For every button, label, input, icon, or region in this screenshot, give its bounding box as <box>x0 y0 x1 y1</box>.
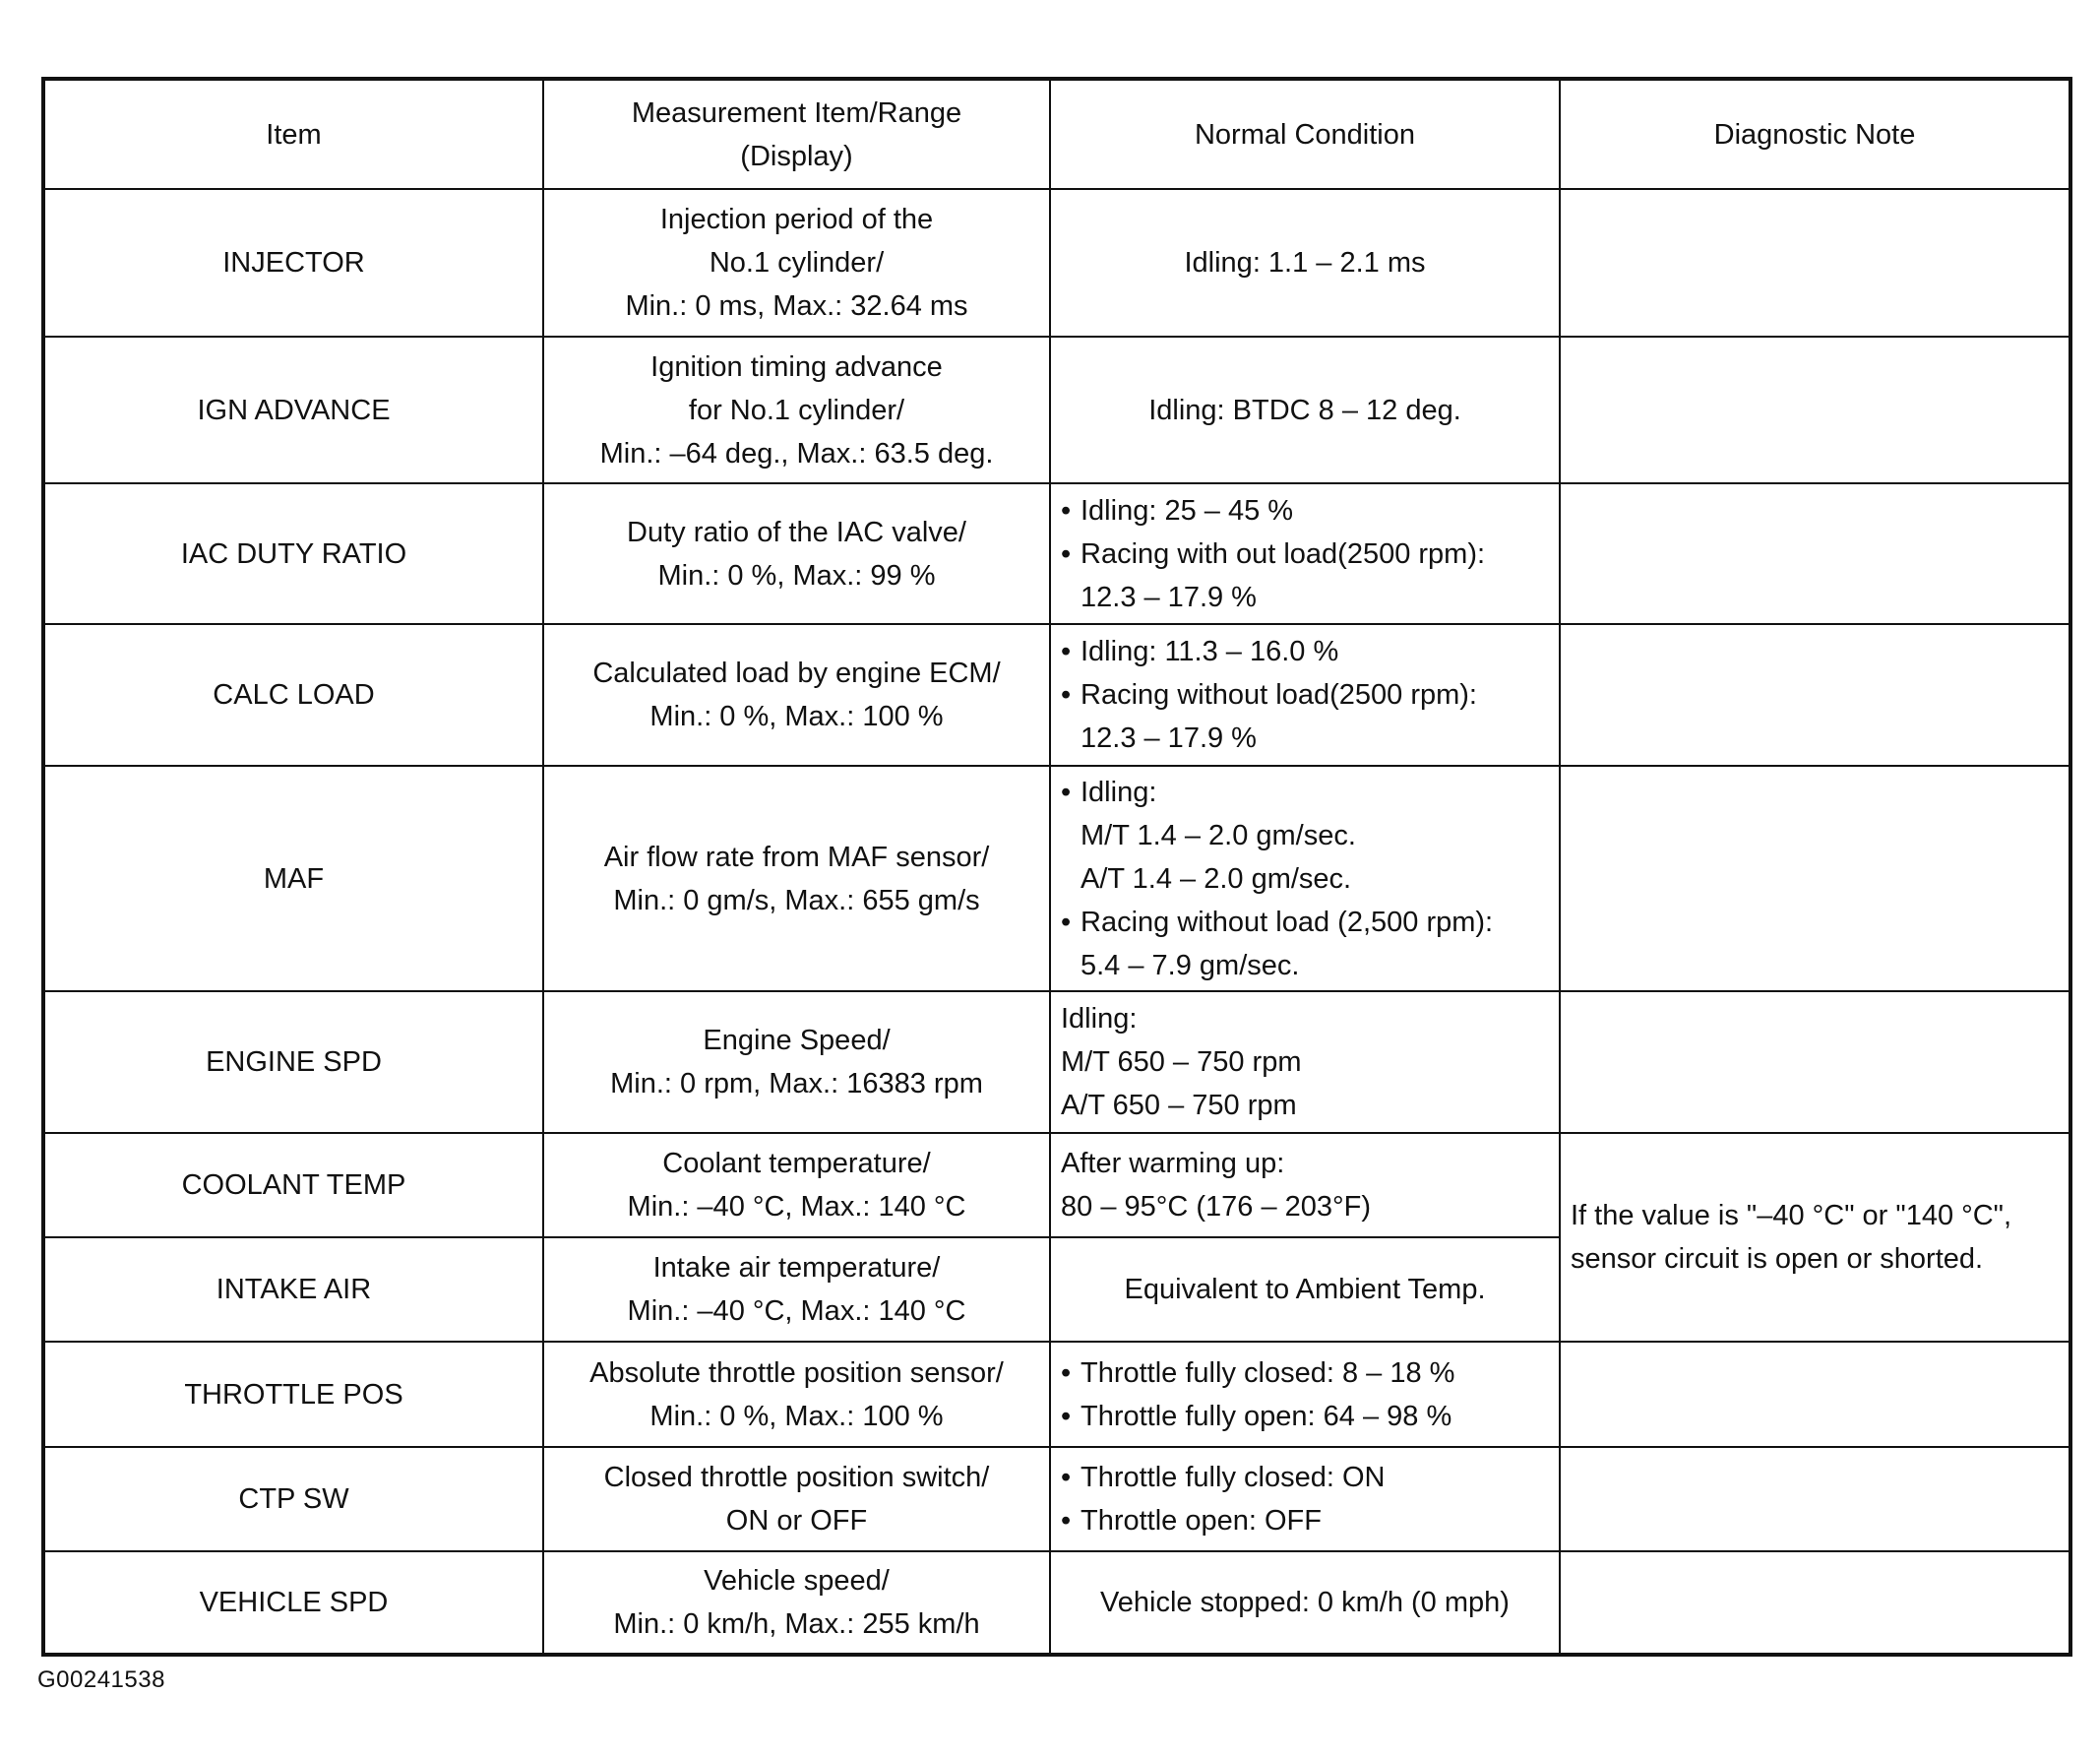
table-row <box>43 1551 2070 1655</box>
measurement-line: Absolute throttle position sensor/ <box>589 1356 1004 1389</box>
bullet-icon: • <box>1061 636 1072 667</box>
normal-condition-cell <box>1050 991 1560 1133</box>
normal-bullet-line <box>1061 901 1549 944</box>
header-measurement-line: (Display) <box>740 140 853 172</box>
measurement-cell <box>543 189 1050 337</box>
bullet-icon: • <box>1061 679 1072 711</box>
measurement-line: Intake air temperature/ <box>652 1252 941 1284</box>
measurement-line: ON or OFF <box>725 1505 868 1537</box>
item-cell: ENGINE SPD <box>43 991 543 1133</box>
normal-line: 12.3 – 17.9 % <box>1081 722 1257 754</box>
normal-condition-cell <box>1050 1447 1560 1551</box>
item-cell: INJECTOR <box>43 189 543 337</box>
diagnostic-note-line: sensor circuit is open or shorted. <box>1571 1243 1984 1275</box>
measurement-line: Min.: 0 gm/s, Max.: 655 gm/s <box>613 884 980 916</box>
measurement-line: Coolant temperature/ <box>662 1148 931 1179</box>
measurement-line: Min.: –40 °C, Max.: 140 °C <box>627 1191 966 1223</box>
item-cell: INTAKE AIR <box>43 1237 543 1342</box>
diagnostic-note-line: If the value is "–40 °C" or "140 °C", <box>1571 1200 2012 1231</box>
normal-condition-cell <box>1050 766 1560 991</box>
normal-line: Idling: 1.1 – 2.1 ms <box>1184 247 1426 279</box>
measurement-cell <box>543 1447 1050 1551</box>
diagnostic-note-cell <box>1560 337 2070 483</box>
bullet-icon: • <box>1061 1400 1072 1432</box>
table-row <box>43 766 2070 991</box>
normal-line: Vehicle stopped: 0 km/h (0 mph) <box>1100 1587 1510 1618</box>
normal-line: Racing without load (2,500 rpm): <box>1081 906 1494 938</box>
normal-line: 12.3 – 17.9 % <box>1081 581 1257 613</box>
measurement-line: Min.: 0 km/h, Max.: 255 km/h <box>613 1608 980 1640</box>
measurement-cell <box>543 1342 1050 1447</box>
bullet-icon: • <box>1061 1356 1072 1389</box>
measurement-line: Min.: –64 deg., Max.: 63.5 deg. <box>599 437 994 470</box>
table-row <box>43 624 2070 766</box>
item-cell: IGN ADVANCE <box>43 337 543 483</box>
diagnostic-data-table <box>41 77 2072 1657</box>
diagnostic-note-cell <box>1560 189 2070 337</box>
measurement-cell <box>543 483 1050 624</box>
normal-bullet-line <box>1061 1456 1549 1499</box>
normal-line: Throttle fully open: 64 – 98 % <box>1081 1400 1452 1432</box>
normal-line: Idling: 11.3 – 16.0 % <box>1081 636 1339 667</box>
diagnostic-note-cell <box>1560 766 2070 991</box>
measurement-line: Engine Speed/ <box>703 1025 891 1056</box>
normal-line: Idling: 25 – 45 % <box>1081 494 1294 527</box>
measurement-line: Calculated load by engine ECM/ <box>592 658 1001 689</box>
normal-line: 5.4 – 7.9 gm/sec. <box>1081 949 1300 981</box>
item-cell: MAF <box>43 766 543 991</box>
normal-bullet-line <box>1061 489 1549 533</box>
item-cell: CTP SW <box>43 1447 543 1551</box>
normal-line: Throttle open: OFF <box>1081 1505 1322 1537</box>
measurement-line: Vehicle speed/ <box>704 1565 890 1597</box>
header-row <box>43 79 2070 189</box>
normal-line: 80 – 95°C (176 – 203°F) <box>1061 1191 1371 1223</box>
normal-line: Idling: BTDC 8 – 12 deg. <box>1148 394 1461 426</box>
table-row <box>43 1342 2070 1447</box>
table-row <box>43 189 2070 337</box>
normal-bullet-line <box>1061 1351 1549 1395</box>
measurement-cell <box>543 766 1050 991</box>
measurement-line: No.1 cylinder/ <box>709 247 885 279</box>
diagnostic-note-cell <box>1560 1342 2070 1447</box>
measurement-line: Injection period of the <box>659 204 934 235</box>
item-cell: IAC DUTY RATIO <box>43 483 543 624</box>
item-cell: COOLANT TEMP <box>43 1133 543 1237</box>
normal-condition-cell <box>1050 337 1560 483</box>
normal-line: After warming up: <box>1061 1148 1285 1179</box>
bullet-icon: • <box>1061 537 1072 570</box>
normal-line: Racing with out load(2500 rpm): <box>1081 537 1486 570</box>
item-cell: THROTTLE POS <box>43 1342 543 1447</box>
normal-condition-cell <box>1050 483 1560 624</box>
measurement-line: Min.: 0 rpm, Max.: 16383 rpm <box>610 1068 983 1099</box>
measurement-cell <box>543 991 1050 1133</box>
normal-line: A/T 1.4 – 2.0 gm/sec. <box>1081 862 1352 895</box>
normal-bullet-line <box>1061 771 1549 814</box>
measurement-line: Min.: 0 ms, Max.: 32.64 ms <box>625 290 968 322</box>
measurement-cell <box>543 337 1050 483</box>
normal-bullet-line <box>1061 630 1549 673</box>
bullet-icon: • <box>1061 776 1072 808</box>
normal-line: M/T 1.4 – 2.0 gm/sec. <box>1081 819 1356 851</box>
figure-code: G00241538 <box>37 1666 165 1693</box>
table-row <box>43 337 2070 483</box>
normal-line: Equivalent to Ambient Temp. <box>1124 1274 1486 1305</box>
table-row <box>43 1133 2070 1237</box>
normal-line: Racing without load(2500 rpm): <box>1081 679 1477 711</box>
measurement-line: Closed throttle position switch/ <box>603 1462 990 1493</box>
normal-condition-cell <box>1050 1133 1560 1237</box>
normal-line: Idling: <box>1061 1003 1138 1035</box>
diagnostic-note-cell <box>1560 624 2070 766</box>
normal-line: M/T 650 – 750 rpm <box>1061 1046 1302 1078</box>
normal-bullet-line <box>1061 1499 1549 1542</box>
measurement-cell <box>543 1551 1050 1655</box>
measurement-line: Air flow rate from MAF sensor/ <box>603 841 990 873</box>
measurement-cell <box>543 1237 1050 1342</box>
measurement-cell <box>543 624 1050 766</box>
header-diagnostic-note: Diagnostic Note <box>1560 79 2070 189</box>
header-measurement <box>543 79 1050 189</box>
normal-line: A/T 650 – 750 rpm <box>1061 1090 1297 1121</box>
normal-bullet-line <box>1061 533 1549 576</box>
shared-diagnostic-note-cell <box>1560 1133 2070 1342</box>
normal-condition-cell <box>1050 1551 1560 1655</box>
normal-condition-cell <box>1050 624 1560 766</box>
table-row <box>43 483 2070 624</box>
diagnostic-note-cell <box>1560 1551 2070 1655</box>
bullet-icon: • <box>1061 906 1072 938</box>
normal-line: Throttle fully closed: 8 – 18 % <box>1081 1356 1455 1389</box>
measurement-cell <box>543 1133 1050 1237</box>
diagnostic-note-cell <box>1560 483 2070 624</box>
header-normal-condition: Normal Condition <box>1050 79 1560 189</box>
table-row <box>43 991 2070 1133</box>
bullet-icon: • <box>1061 494 1072 527</box>
bullet-icon: • <box>1061 1462 1072 1493</box>
normal-bullet-line <box>1061 1395 1549 1438</box>
normal-bullet-line <box>1061 673 1549 717</box>
diagnostic-note-cell <box>1560 1447 2070 1551</box>
header-item: Item <box>43 79 543 189</box>
measurement-line: Min.: 0 %, Max.: 100 % <box>649 1400 944 1432</box>
measurement-line: for No.1 cylinder/ <box>688 394 905 426</box>
table-row <box>43 1447 2070 1551</box>
diagnostic-note-cell <box>1560 991 2070 1133</box>
header-measurement-line: Measurement Item/Range <box>631 96 962 129</box>
normal-line: Idling: <box>1081 776 1157 808</box>
normal-condition-cell <box>1050 189 1560 337</box>
normal-condition-cell <box>1050 1342 1560 1447</box>
item-cell: VEHICLE SPD <box>43 1551 543 1655</box>
measurement-line: Duty ratio of the IAC valve/ <box>627 516 966 548</box>
measurement-line: Min.: 0 %, Max.: 100 % <box>649 701 944 732</box>
bullet-icon: • <box>1061 1505 1072 1537</box>
item-cell: CALC LOAD <box>43 624 543 766</box>
normal-condition-cell <box>1050 1237 1560 1342</box>
measurement-line: Ignition timing advance <box>650 350 943 383</box>
measurement-line: Min.: 0 %, Max.: 99 % <box>657 559 936 592</box>
normal-line: Throttle fully closed: ON <box>1081 1462 1386 1493</box>
measurement-line: Min.: –40 °C, Max.: 140 °C <box>627 1295 966 1327</box>
